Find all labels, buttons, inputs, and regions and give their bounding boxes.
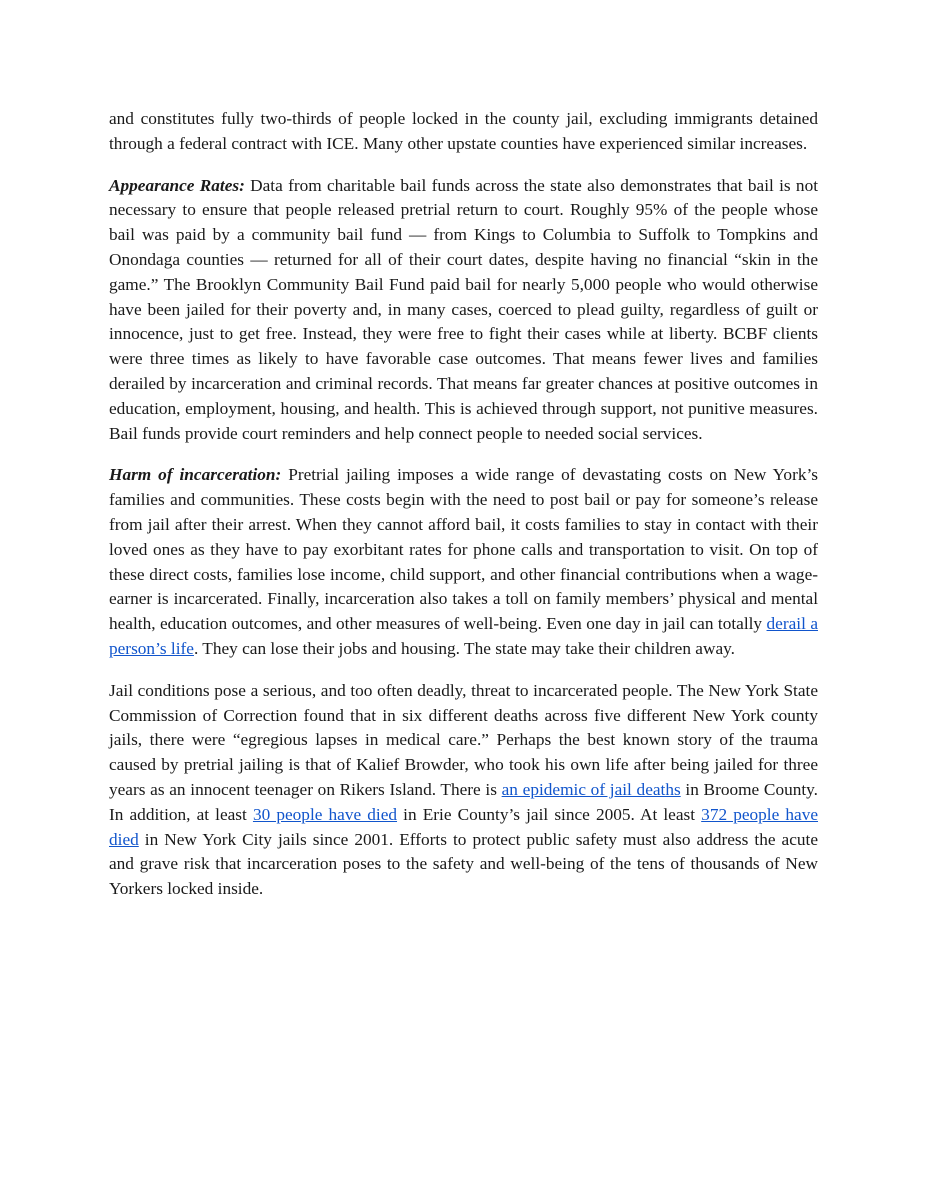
link-30-people-have-died[interactable]: 30 people have died xyxy=(252,804,398,824)
paragraph-text: Jail conditions pose a serious, and too often deadly, threat to incarcerated people. The New York State Commission of Correction found that in six different deaths across five different New York county jails, there were “egregious lapses in medical care.” Perhaps the best known story of the trauma caused by pretrial jailing is that of Kalief Browder, who took his own life after being jailed for three years as an innocent teenager on Rikers Island. There is xyxy=(109,680,818,799)
paragraph-text: and constitutes fully two-thirds of people locked in the county jail, excluding immigrants detained through a federal contract with ICE. Many other upstate counties have experienced similar increases. xyxy=(109,109,818,153)
paragraph-text: in Erie County’s jail since 2005. At least xyxy=(397,804,702,824)
section-heading-appearance-rates: Appearance Rates: xyxy=(109,175,245,195)
paragraph-jail-population xyxy=(109,107,818,157)
paragraph-harm-of-incarceration xyxy=(109,463,818,661)
link-372-people-have-died[interactable]: 372 people have died xyxy=(109,804,819,849)
link-derail-a-persons-life[interactable]: derail a person’s life xyxy=(109,614,818,658)
link-epidemic-of-jail-deaths[interactable]: an epidemic of jail deaths xyxy=(501,779,681,799)
paragraph-text: . They can lose their jobs and housing. The state may take their children away. xyxy=(193,638,735,658)
paragraph-text: in New York City jails since 2001. Efforts to protect public safety must also address the acute and grave risk that incarceration poses to the safety and well-being of the tens of thousands of New Yorkers locked inside. xyxy=(109,829,818,899)
paragraph-text: Data from charitable bail funds across the state also demonstrates that bail is not necessary to ensure that people released pretrial return to court. Roughly 95% of the people whose bail was paid by a community bail fund — from Kings to Columbia to Suffolk to Tompkins and Onondaga counties — returned for all of their court dates, despite having no financial “skin in the game.” The Brooklyn Community Bail Fund paid bail for nearly 5,000 people who would otherwise have been jailed for their poverty and, in many cases, coerced to plead guilty, regardless of guilt or innocence, just to get free. Instead, they were free to fight their cases while at liberty. BCBF clients were three times as likely to have favorable case outcomes. That means fewer lives and families derailed by incarceration and criminal records. That means far greater chances at positive outcomes in education, employment, housing, and health. This is achieved through support, not punitive measures. Bail funds provide court reminders and help connect people to needed social services. xyxy=(109,175,819,443)
section-heading-harm-of-incarceration: Harm of incarceration: xyxy=(109,465,282,485)
paragraph-appearance-rates xyxy=(109,174,818,447)
paragraph-text: in Broome County. In addition, at least xyxy=(109,779,819,824)
document-page xyxy=(109,107,818,919)
paragraph-text: Pretrial jailing imposes a wide range of devastating costs on New York’s families and communities. These costs begin with the need to post bail or pay for someone’s release from jail after their arrest. When they cannot afford bail, it costs families to stay in contact with their loved ones as they have to pay exorbitant rates for phone calls and transportation to visit. On top of these direct costs, families lose income, child support, and other financial contributions when a wage-earner is incarcerated. Finally, incarceration also takes a toll on family members’ physical and mental health, education outcomes, and other measures of well-being. Even one day in jail can totally xyxy=(109,465,818,634)
paragraph-jail-conditions xyxy=(109,679,818,902)
